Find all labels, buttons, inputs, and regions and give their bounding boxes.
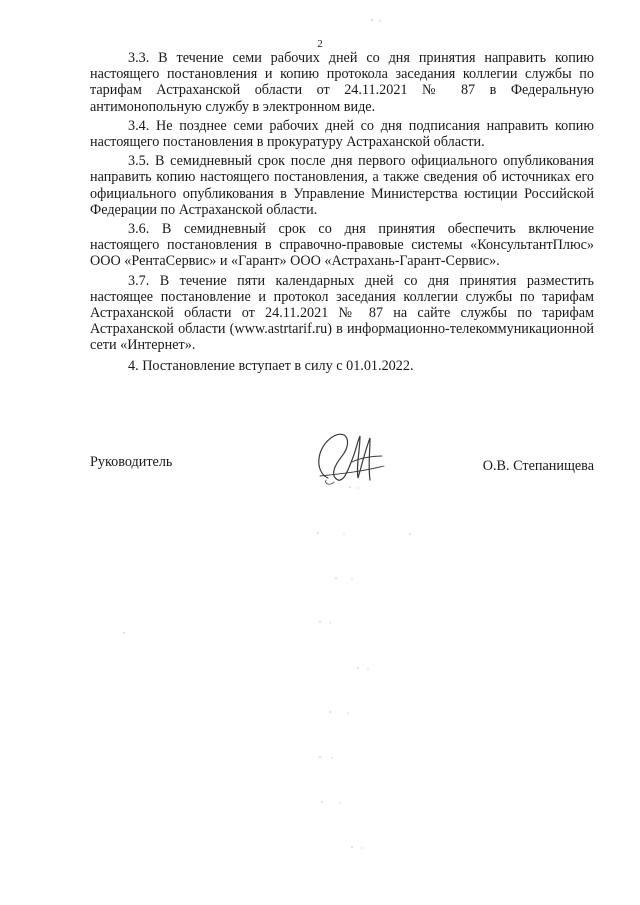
paragraph-3-6: 3.6. В семидневный срок со дня принятия обеспечить включение настоящего постановления в справочно-правовые системы «КонсультантПлюс» ООО «РентаСервис» и «Гарант» ООО «Астрахань-Гарант-Сервис». <box>90 221 594 270</box>
handwritten-signature <box>308 426 398 496</box>
paragraph-3-5: 3.5. В семидневный срок после дня первого официального опубликования направить копию настоящего постановления, а также сведения об источниках его официального опубликования в Управление Министерства юстиции Российской Федерации по Астраханской области. <box>90 153 594 218</box>
signatory-name: О.В. Степанищева <box>482 458 594 474</box>
paragraph-3-3: 3.3. В течение семи рабочих дней со дня принятия направить копию настоящего постановления и копию протокола заседания коллегии службы по тарифам Астраханской области от 24.11.2021 № 87 в Федеральную антимонопольную службу в электронном виде. <box>90 50 594 115</box>
paragraph-3-7: 3.7. В течение пяти календарных дней со дня принятия разместить настоящее постановление и протокол заседания коллегии службы по тарифам Астраханской области от 24.11.2021 № 87 на сайте службы по тарифам Астраханской области (www.astrtarif.ru) в информационно-телекоммуникационной сети «Интернет». <box>90 272 594 354</box>
paragraph-3-4: 3.4. Не позднее семи рабочих дней со дня подписания направить копию настоящего постановления в прокуратуру Астраханской области. <box>90 117 594 151</box>
signature-block <box>90 450 594 510</box>
signatory-title: Руководитель <box>90 454 173 470</box>
document-body <box>90 50 594 374</box>
paragraph-4: 4. Постановление вступает в силу с 01.01.2022. <box>128 357 414 374</box>
page-number: 2 <box>317 38 323 50</box>
